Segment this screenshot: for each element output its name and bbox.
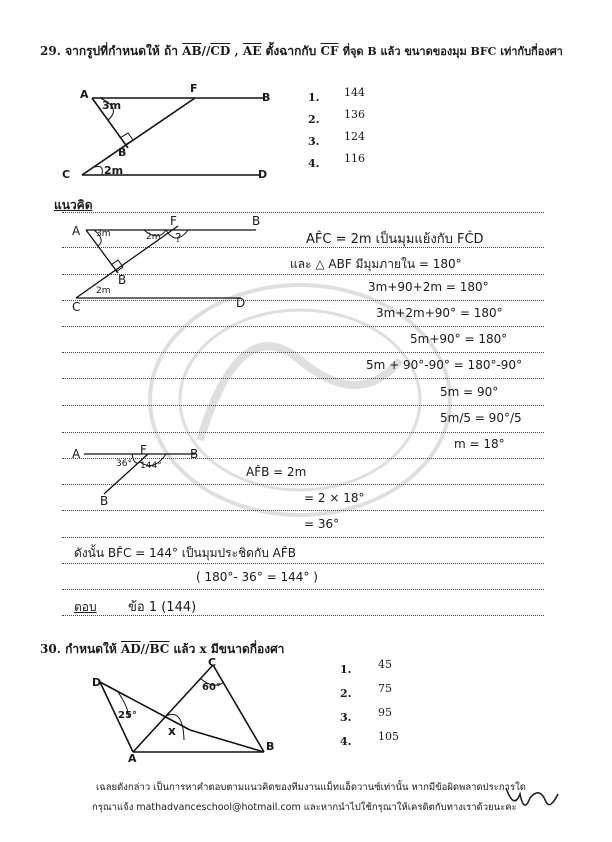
point-f: F	[190, 82, 198, 95]
question-29-text	[40, 42, 563, 61]
choice-4[interactable]: 4. 105	[340, 730, 399, 748]
comma: ,	[234, 44, 239, 58]
sol-point-d: D	[236, 296, 246, 310]
choice-1[interactable]: 1. 45	[340, 658, 392, 676]
question-30-text	[40, 640, 284, 659]
choice-4[interactable]: 4. 116	[308, 152, 365, 170]
step-line: m = 18°	[454, 437, 505, 451]
ruled-line	[62, 212, 544, 213]
signature-icon	[500, 780, 562, 820]
afb-line: AF̂B = 2m	[246, 465, 307, 479]
question-text: แล้ว x มีขนาดกี่องศา	[173, 642, 285, 656]
angle-2m: 2m	[104, 164, 124, 177]
sol-point-b-top: B	[252, 214, 261, 228]
sol-angle-3m: 3m	[96, 229, 111, 239]
choice-2[interactable]: 2. 75	[340, 682, 392, 700]
step-line: 5m = 90°	[440, 385, 499, 399]
ruled-line	[62, 352, 544, 353]
sol-angle-2m: 2m	[146, 232, 161, 242]
sol-angle-q: ?	[175, 231, 182, 245]
ruled-line	[62, 405, 544, 406]
fig2-point-b: B	[190, 447, 199, 461]
step-line: 5m + 90°-90° = 180°-90°	[366, 358, 523, 372]
sol-angle-c2m: 2m	[96, 286, 111, 296]
parallel-sign: //	[201, 44, 211, 58]
sol-point-a: A	[72, 224, 81, 238]
point-d: D	[258, 168, 268, 181]
q30-point-d: D	[92, 676, 102, 689]
conclusion-line: ดังนั้น BF̂C = 144° เป็นมุมประชิดกับ AF̂B	[74, 546, 297, 560]
sol-point-c: C	[72, 300, 81, 314]
fig2-point-b-bottom: B	[100, 494, 109, 508]
afb-line: = 2 × 18°	[304, 491, 365, 505]
segment-cd: $\overline{CD}$	[210, 44, 231, 58]
fig2-angle-36: 36°	[116, 459, 132, 469]
ruled-line	[62, 563, 544, 564]
segment-cf: $\overline{CF}$	[320, 44, 339, 58]
step-line: 5m/5 = 90°/5	[440, 411, 522, 425]
ruled-line	[62, 378, 544, 379]
answer-label: ตอบ	[74, 600, 97, 614]
q29-choices	[308, 86, 388, 174]
q30-angle-x: x	[168, 724, 176, 738]
segment-bc: $\overline{BC}$	[149, 642, 170, 656]
segment-ae: $\overline{AE}$	[242, 44, 262, 58]
question-text: ที่จุด B แล้ว ขนาดของมุม BFC เท่ากับกี่องศา	[342, 45, 563, 58]
step-line: 3m+2m+90° = 180°	[376, 306, 503, 320]
ruled-line	[62, 432, 544, 433]
point-a: A	[80, 88, 89, 101]
segment-ad: $\overline{AD}$	[120, 642, 141, 656]
ruled-line	[62, 589, 544, 590]
question-text: จากรูปที่กำหนดให้ ถ้า	[65, 44, 178, 58]
parallel-sign: //	[140, 642, 150, 656]
q30-point-b: B	[266, 740, 275, 753]
choice-2[interactable]: 2. 136	[308, 108, 365, 126]
footer-line-2: กรุณาแจ้ง mathadvanceschool@hotmail.com และหากนำไปใช้กรุณาให้เครดิตกับทางเราด้วยนะคะ	[92, 802, 517, 813]
fig2-point-a: A	[72, 447, 81, 461]
fig2-point-f: F	[140, 443, 147, 457]
conclusion-calc: ( 180°- 36° = 144° )	[196, 570, 318, 584]
question-number: 30.	[40, 642, 61, 656]
q30-angle-60: 60°	[202, 682, 221, 693]
q30-point-c: C	[208, 656, 217, 669]
q30-angle-25: 25°	[118, 710, 137, 721]
sol-point-b: B	[118, 273, 127, 287]
q29-figure	[70, 80, 290, 185]
question-number: 29.	[40, 44, 61, 58]
answer-value: ข้อ 1 (144)	[128, 600, 197, 615]
sol-point-f: F	[170, 214, 177, 228]
step-line: และ △ ABF มีมุมภายใน = 180°	[290, 257, 462, 271]
q30-point-a: A	[128, 752, 137, 765]
ruled-line	[62, 326, 544, 327]
ruled-line	[62, 537, 544, 538]
solution-heading: แนวคิด	[54, 198, 93, 212]
ruled-line	[62, 510, 544, 511]
fig2-angle-144: 144°	[140, 461, 162, 471]
point-c: C	[62, 168, 71, 181]
step-line: 3m+90+2m = 180°	[368, 280, 489, 294]
choice-3[interactable]: 3. 124	[308, 130, 365, 148]
point-b: B	[118, 146, 127, 159]
choice-1[interactable]: 1. 144	[308, 86, 365, 104]
choice-3[interactable]: 3. 95	[340, 706, 392, 724]
afb-line: = 36°	[304, 517, 340, 531]
point-b-top: B	[262, 91, 271, 104]
footer-line-1: เฉลยดังกล่าว เป็นการหาคำตอบตามแนวคิดของทีมงานแม็ทแอ็ดวานซ์เท่านั้น หากมีข้อผิดพลาดประการใด	[96, 782, 526, 793]
q30-choices	[340, 658, 420, 754]
question-text: กำหนดให้	[65, 642, 117, 656]
angle-3m: 3m	[102, 99, 122, 112]
segment-ab: $\overline{AB}$	[182, 44, 202, 58]
question-text: ตั้งฉากกับ	[265, 44, 317, 58]
step-line: AF̂C = 2m เป็นมุมแย้งกับ FĈD	[306, 232, 484, 247]
step-line: 5m+90° = 180°	[410, 332, 508, 346]
